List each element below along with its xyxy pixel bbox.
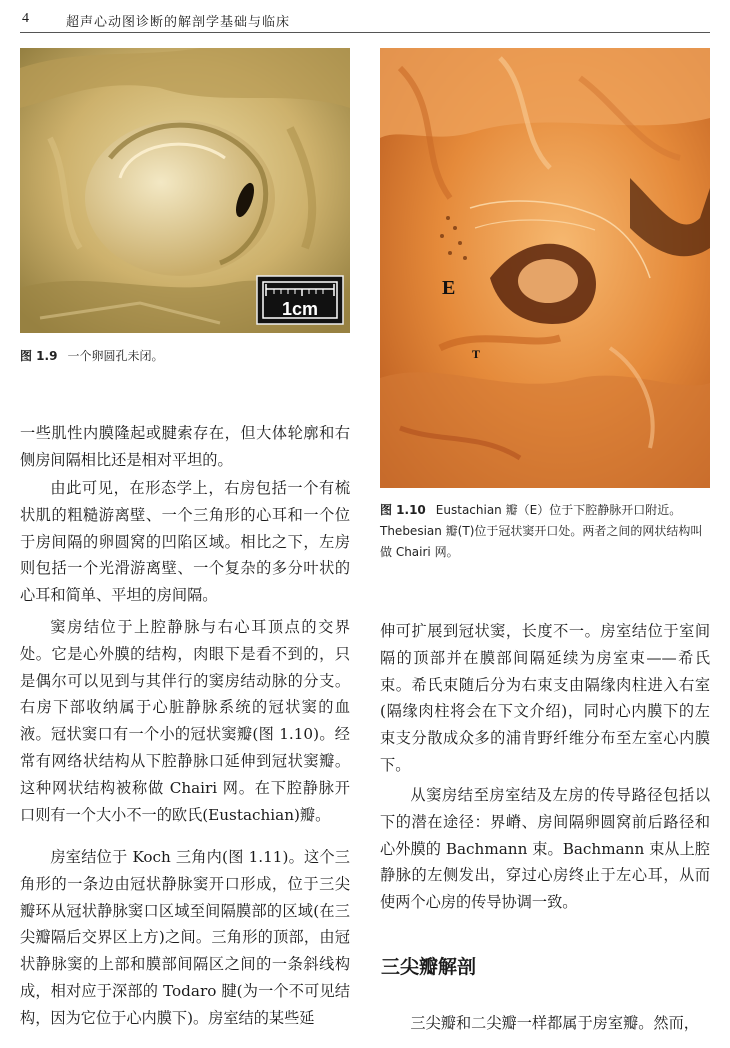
figure-1-9-photo <box>20 48 350 333</box>
scale-label: 1cm <box>281 299 319 319</box>
running-header <box>20 6 710 33</box>
figure-label: 图 1.9 <box>20 349 58 363</box>
left-paragraph-4: 房室结位于 Koch 三角内(图 1.11)。这个三角形的一条边由冠状静脉窦开口形成，位于三尖瓣环从冠状静脉窦口区域至间隔膜部的区域(在三尖瓣隔后交界区上方)之间。三角形的顶部，由冠状静脉窦的上部和膜部间隔区之间的一条斜线构成，相对应于深部的 Todaro 腱(为一个不可见结构，因为它位于心内膜下)。房室结的某些延 <box>20 848 350 1027</box>
right-paragraph-1: 伸可扩展到冠状窦，长度不一。房室结位于室间隔的顶部并在膜部间隔延续为房室束——希氏束。希氏束随后分为右束支由隔缘肉柱进入右室(隔缘肉柱将会在下文介绍)，同时心内膜下的左束支分散成众多的浦肯野纤维分布至左室心内膜下。 <box>380 622 710 774</box>
section-heading-tricuspid: 三尖瓣解剖 <box>381 956 477 978</box>
scale-bar <box>257 276 343 324</box>
right-paragraph-3: 三尖瓣和二尖瓣一样都属于房室瓣。然而， <box>410 1014 699 1032</box>
left-paragraph-1: 一些肌性内膜隆起或腱索存在，但大体轮廓和右侧房间隔相比还是相对平坦的。 <box>20 424 350 469</box>
patent-foramen-ovale-image <box>20 48 350 333</box>
book-title: 超声心动图诊断的解剖学基础与临床 <box>66 15 291 30</box>
caption-text: Eustachian 瓣（E）位于下腔静脉开口附近。Thebesian 瓣(T)位于冠状窦开口处。两者之间的网状结构叫做 Chairi 网。 <box>380 503 703 559</box>
marker-e: E <box>442 277 456 299</box>
right-paragraph-2: 从窦房结至房室结及左房的传导路径包括以下的潜在途径：界嵴、房间隔卵圆窝前后路径和心外膜的 Bachmann 束。Bachmann 束从上腔静脉的左侧发出，穿过心房终止于左心耳，从而使两个心房的传导协调一致。 <box>380 786 710 912</box>
eustachian-thebesian-valve-image <box>380 48 710 488</box>
figure-label: 图 1.10 <box>380 503 426 517</box>
page-number: 4 <box>22 11 30 26</box>
figure-1-9-caption <box>20 346 350 367</box>
left-paragraph-2: 由此可见，在形态学上，右房包括一个有梳状肌的粗糙游离壁、一个三角形的心耳和一个位于房间隔的卵圆窝的凹陷区域。相比之下，左房则包括一个光滑游离壁、一个复杂的多分叶状的心耳和简单、平坦的房间隔。 <box>20 479 350 605</box>
figure-1-10-caption <box>380 500 712 563</box>
left-paragraph-3: 窦房结位于上腔静脉与右心耳顶点的交界处。它是心外膜的结构，肉眼下是看不到的，只是偶尔可以见到与其伴行的窦房结动脉的分支。右房下部收纳属于心脏静脉系统的冠状窦的血液。冠状窦口有一个小的冠状窦瓣(图 1.10)。经常有网络状结构从下腔静脉口延伸到冠状窦瓣。这种网状结构被称做 Chairi 网。在下腔静脉开口则有一个大小不一的欧氏(Eustachian)瓣。 <box>20 618 350 824</box>
caption-text: 一个卵圆孔未闭。 <box>67 349 164 363</box>
marker-t: T <box>472 347 481 361</box>
figure-1-10-photo <box>380 48 710 488</box>
